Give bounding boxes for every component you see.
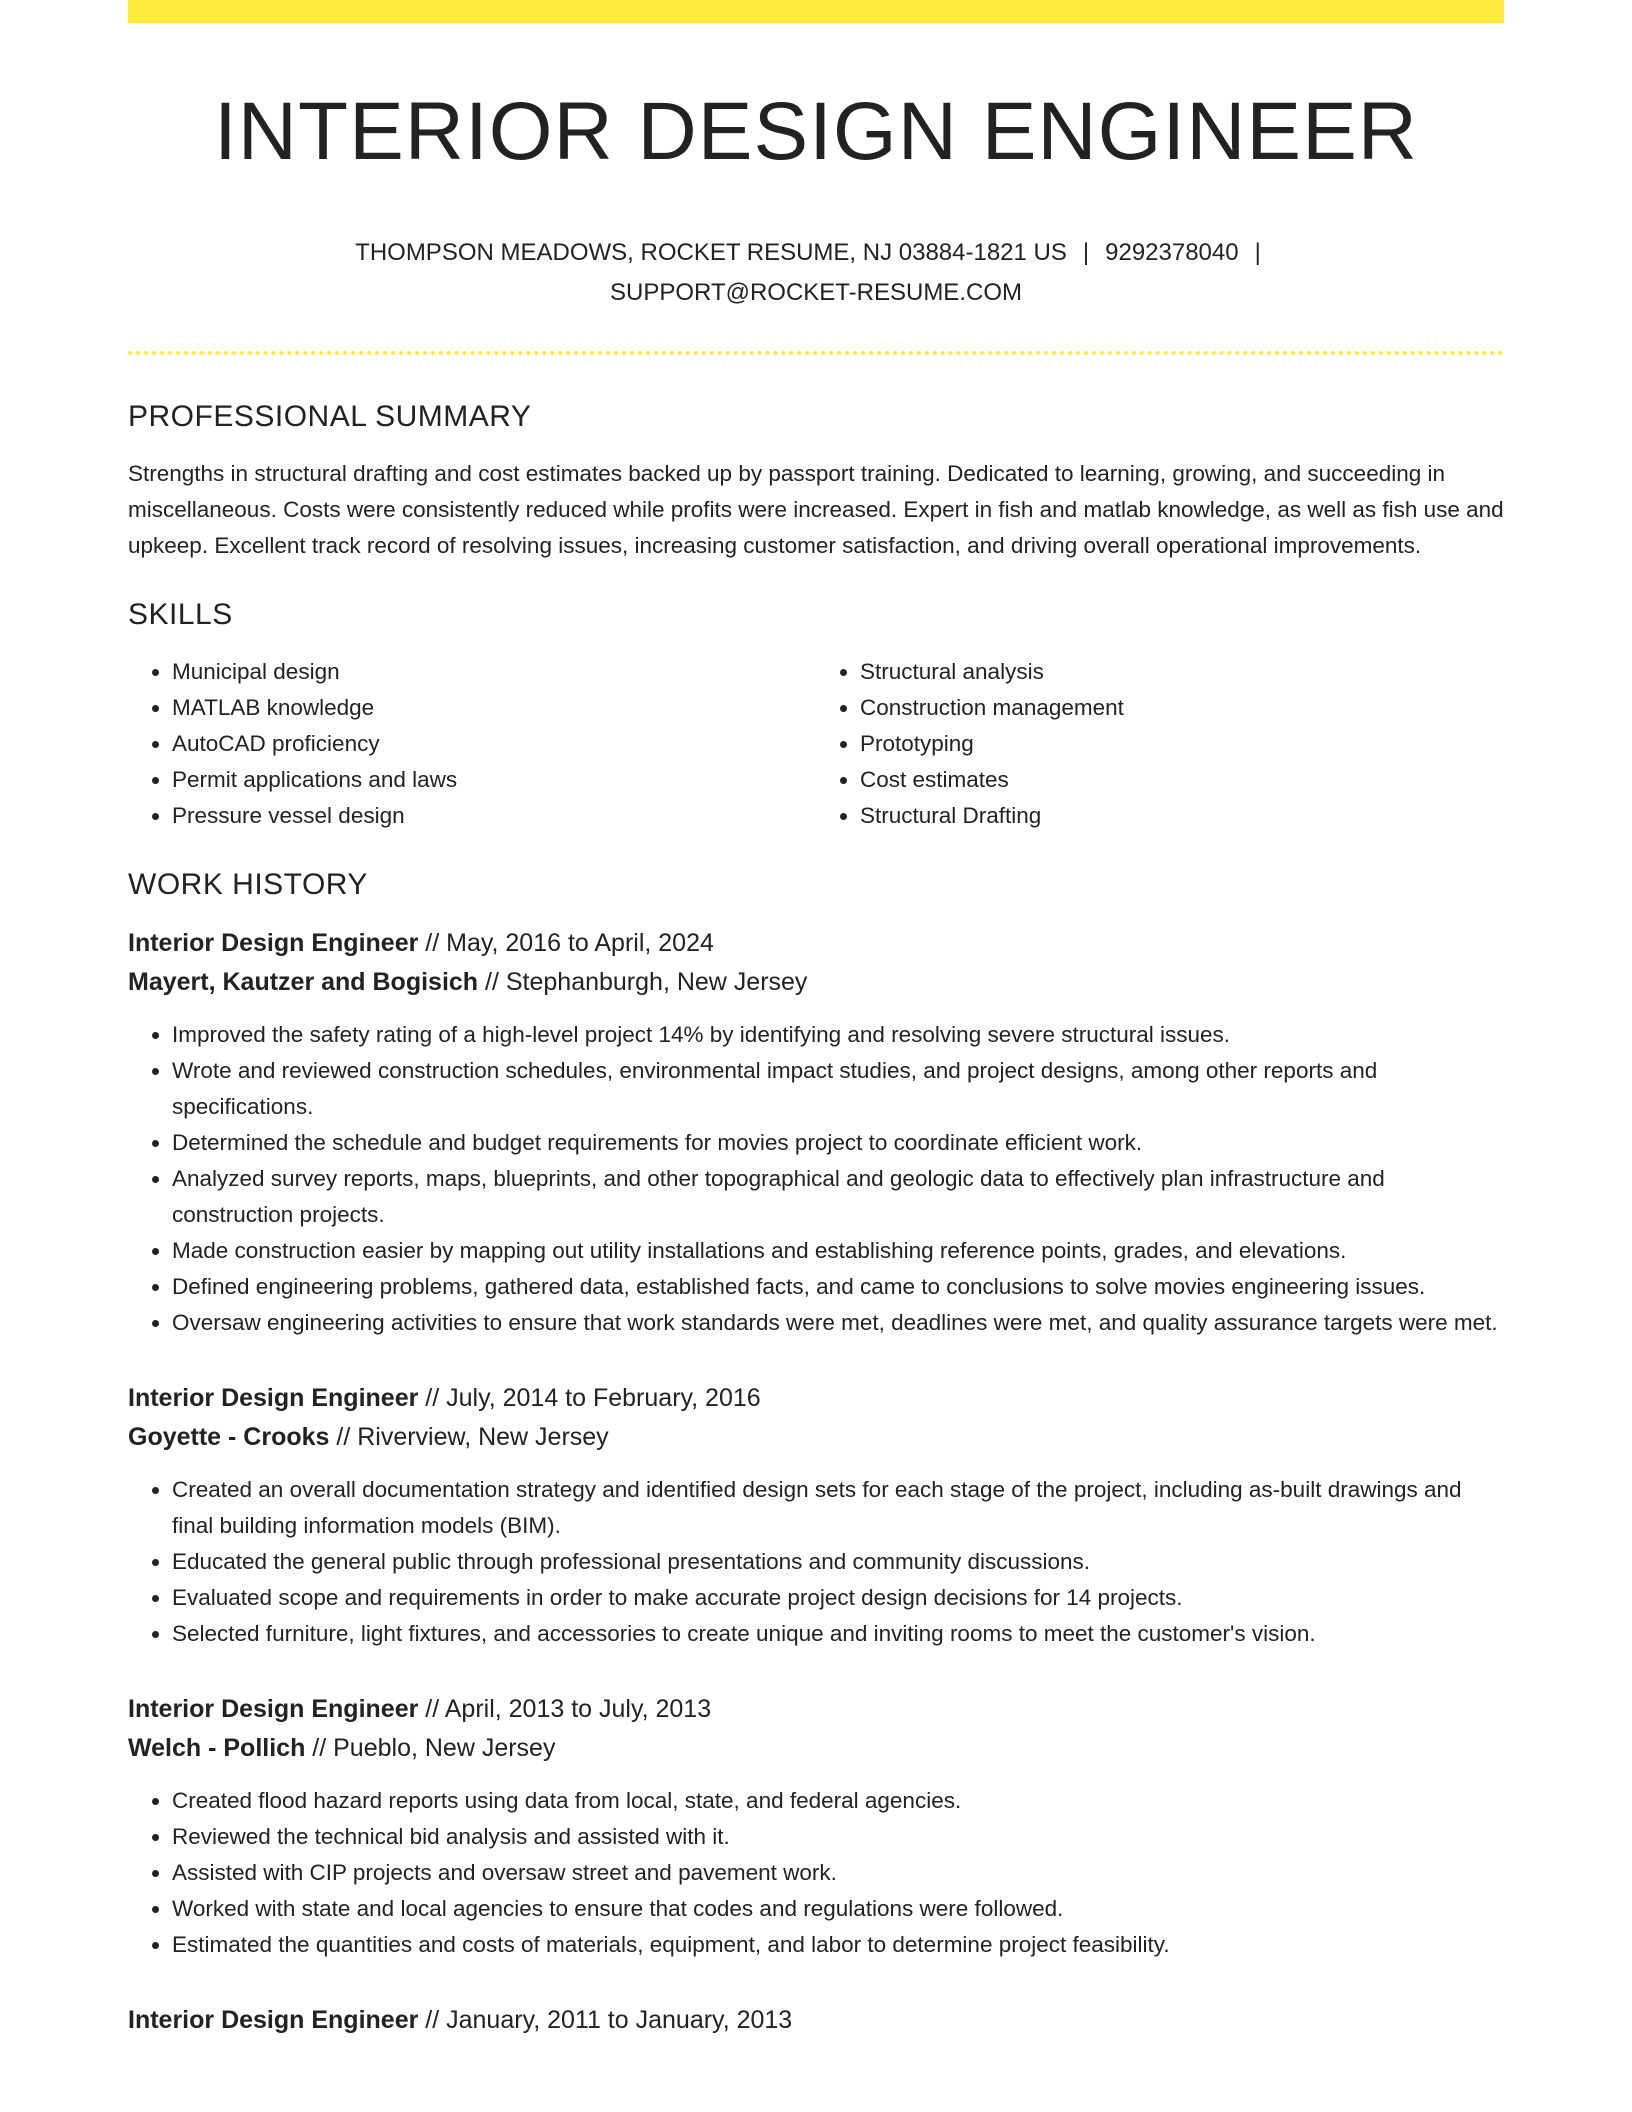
skills-heading: SKILLS: [128, 598, 233, 632]
job-location: // Stephanburgh, New Jersey: [478, 968, 808, 997]
skill-item: • AutoCAD proficiency: [172, 726, 816, 762]
skills-column-left: [128, 654, 816, 834]
job-bullet: • Evaluated scope and requirements in order to make accurate project design decisions for 14 projects.: [172, 1580, 1504, 1616]
job-bullets: [128, 1017, 1504, 1341]
job-bullet: • Oversaw engineering activities to ensure that work standards were met, deadlines were met, and quality assurance targets were met.: [172, 1305, 1504, 1341]
job-bullet: • Analyzed survey reports, maps, blueprints, and other topographical and geologic data to effectively plan infrastructure and construction projects.: [172, 1161, 1504, 1233]
job-company-line: [128, 1418, 1504, 1457]
summary-text: Strengths in structural drafting and cost estimates backed up by passport training. Dedicated to learning, growing, and succeeding in miscellaneous. Costs were consistently reduced while profits were increased. Expert in fish and matlab knowledge, as well as fish use and upkeep. Excellent track record of resolving issues, increasing customer satisfaction, and driving overall operational improvements.: [128, 461, 1504, 559]
contact-separator: |: [1082, 239, 1090, 267]
job-bullet: • Reviewed the technical bid analysis and assisted with it.: [172, 1819, 1504, 1855]
skill-item: • Municipal design: [172, 654, 816, 690]
resume-title: INTERIOR DESIGN ENGINEER: [213, 86, 1419, 177]
skill-item: • Permit applications and laws: [172, 762, 816, 798]
job-dates: // July, 2014 to February, 2016: [418, 1384, 761, 1413]
skill-item: • Pressure vessel design: [172, 798, 816, 834]
job-location: // Pueblo, New Jersey: [305, 1734, 556, 1763]
job-dates: // May, 2016 to April, 2024: [418, 929, 714, 958]
job-bullet: • Improved the safety rating of a high-level project 14% by identifying and resolving severe structural issues.: [172, 1017, 1504, 1053]
job-role: Interior Design Engineer: [128, 929, 419, 958]
skills-column-right: [816, 654, 1504, 834]
job-company: Mayert, Kautzer and Bogisich: [128, 968, 479, 997]
job-company-line: [128, 963, 1504, 1002]
job-bullet: • Worked with state and local agencies to ensure that codes and regulations were followed.: [172, 1891, 1504, 1927]
resume-page: [128, 0, 1504, 2040]
job-bullet: • Made construction easier by mapping out utility installations and establishing reference points, grades, and elevations.: [172, 1233, 1504, 1269]
job-company: Goyette - Crooks: [128, 1423, 330, 1452]
job-company-line: [128, 1729, 1504, 1768]
job-role-line: [128, 924, 1504, 963]
summary-heading: PROFESSIONAL SUMMARY: [128, 400, 532, 434]
job-role: Interior Design Engineer: [128, 1384, 419, 1413]
phone: 9292378040: [1105, 239, 1239, 267]
skill-item: • Construction management: [860, 690, 1504, 726]
job-role-line: [128, 1379, 1504, 1418]
job-role-line: [128, 2001, 1504, 2040]
address: THOMPSON MEADOWS, ROCKET RESUME, NJ 03884-1821 US: [355, 239, 1067, 267]
job-entry: [128, 1690, 1504, 1963]
skill-item: • Structural analysis: [860, 654, 1504, 690]
job-bullets: [128, 1472, 1504, 1652]
job-dates: // January, 2011 to January, 2013: [418, 2006, 793, 2035]
job-role: Interior Design Engineer: [128, 1695, 419, 1724]
job-bullet: • Created flood hazard reports using data from local, state, and federal agencies.: [172, 1783, 1504, 1819]
job-bullet: • Selected furniture, light fixtures, and accessories to create unique and inviting rooms to meet the customer's vision.: [172, 1616, 1504, 1652]
job-bullet: • Educated the general public through professional presentations and community discussions.: [172, 1544, 1504, 1580]
job-bullet: • Determined the schedule and budget requirements for movies project to coordinate efficient work.: [172, 1125, 1504, 1161]
job-entry: [128, 924, 1504, 1341]
dotted-divider: [128, 351, 1504, 355]
job-bullet: • Created an overall documentation strategy and identified design sets for each stage of the project, including as-built drawings and final building information models (BIM).: [172, 1472, 1504, 1544]
skill-item: • Cost estimates: [860, 762, 1504, 798]
contact-info: [128, 233, 1504, 313]
job-entry: [128, 1379, 1504, 1652]
job-bullet: • Estimated the quantities and costs of materials, equipment, and labor to determine project feasibility.: [172, 1927, 1504, 1963]
job-bullets: [128, 1783, 1504, 1963]
skill-item: • Structural Drafting: [860, 798, 1504, 834]
email: SUPPORT@ROCKET-RESUME.COM: [610, 279, 1022, 307]
accent-bar: [128, 0, 1504, 23]
job-bullet: • Defined engineering problems, gathered data, established facts, and came to conclusions to solve movies engineering issues.: [172, 1269, 1504, 1305]
job-dates: // April, 2013 to July, 2013: [418, 1695, 712, 1724]
skill-item: • Prototyping: [860, 726, 1504, 762]
skills-list: [128, 654, 1504, 834]
job-role: Interior Design Engineer: [128, 2006, 419, 2035]
job-role-line: [128, 1690, 1504, 1729]
job-bullet: • Wrote and reviewed construction schedules, environmental impact studies, and project designs, among other reports and specifications.: [172, 1053, 1504, 1125]
job-bullet: • Assisted with CIP projects and oversaw street and pavement work.: [172, 1855, 1504, 1891]
skill-item: • MATLAB knowledge: [172, 690, 816, 726]
contact-separator: |: [1254, 239, 1261, 267]
job-entry: [128, 2001, 1504, 2040]
work-history-heading: WORK HISTORY: [128, 868, 368, 902]
job-company: Welch - Pollich: [128, 1734, 306, 1763]
job-location: // Riverview, New Jersey: [329, 1423, 609, 1452]
